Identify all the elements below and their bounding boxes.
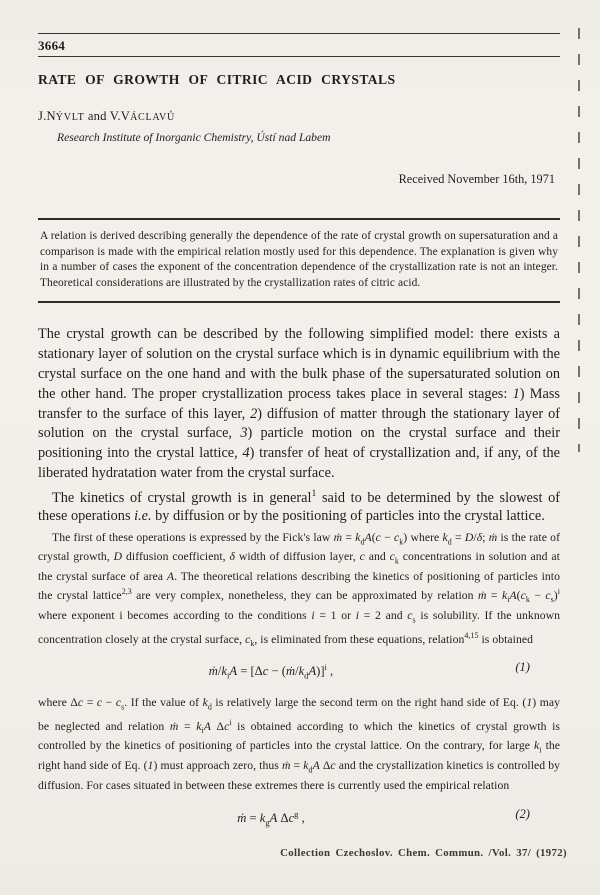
body-paragraph-1: The crystal growth can be described by the following simplified model: there exists a stationary layer of solution on the crystal surface which is in dynamic equilibrium with the crystal surface on the one hand and with the bulk phase of the supersaturated solution on the other hand. The proper crystallization process takes place in several stages: 1) Mass transfer to the surface of this layer, 2) diffusion of matter through the stationary layer of solution on the crystal surface, 3) particle motion on the crystal surface and their positioning into the crystal lattice, 4) transfer of heat of crystallization and, if any, of the liberated hydratation water from the crystal surface.	[38, 326, 560, 481]
received-date: Received November 16th, 1971	[398, 172, 555, 186]
article-title: RATE OF GROWTH OF CITRIC ACID CRYSTALS	[38, 72, 396, 87]
equation-1	[38, 659, 560, 685]
abstract-rule-bottom	[38, 301, 560, 303]
body-paragraph-4: where $\Delta c = c - c_s$. If the value of $k_d$ is relatively large the second term on the right hand side of Eq. (1) may be neglected and relation ṁ = $k_iA$ $\Delta c^i$ is obtained according to which the kinetics of crystal growth is controlled by the kinetics of positioning of particles into the crystal lattice. On the contrary, for large $k_i$ the right hand side of Eq. (1) must approach zero, thus ṁ = $k_dA$ Δc and the crystallization kinetics is controlled by diffusion. For cases situated in between these extremes there is currently used the empirical relation	[38, 696, 561, 792]
body-paragraph-2: The kinetics of crystal growth is in general$^1$ said to be determined by the slowest of these operations i.e. by diffusion or by the positioning of particles into the crystal lattice.	[38, 487, 560, 524]
abstract-rule-top	[38, 218, 560, 220]
page-number: 3664	[38, 38, 66, 53]
abstract-text: A relation is derived describing generally the dependence of the rate of crystal growth on supersaturation and a comparison is made with the empirical relation mostly used for this dependence. The explanation is given why in a number of cases the exponent of the concentration dependence of the crystallization rate is not an integer. Theoretical considerations are illustrated by the crystallization rates of citric acid.	[40, 230, 558, 289]
equation-1-body: $ṁ/k_iA = [\Delta c$ − $(ṁ/k_dA)]^i$ ,	[208, 662, 334, 682]
journal-footer: Collection Czechoslov. Chem. Commun. /Vol. 37/ (1972)	[280, 847, 567, 860]
equation-2-number: (2)	[515, 807, 530, 822]
header-rule-bottom	[38, 56, 560, 57]
body-paragraph-3: The first of these operations is expressed by the Fick's law ṁ = $k_dA(c - c_k)$ where $k_d = D/\delta$; ṁ is the rate of crystal growth, D diffusion coefficient, δ width of diffusion layer, c and $c_k$ concentrations in solution and at the crystal surface of area A. The theoretical relations describing the kinetics of positioning of particles into the crystal lattice$^{2,3}$ are very complex, nonetheless, they can be approximated by relation ṁ = $k_iA(c_k - c_s)^i$ where exponent i becomes according to the conditions i = 1 or i = 2 and $c_s$ is solubility. If the unknown concentration closely at the crystal surface, $c_k$, is eliminated from these equations, relation$^{4,15}$ is obtained	[38, 530, 561, 648]
scan-artifact-dashed-line	[578, 28, 580, 452]
affiliation: Research Institute of Inorganic Chemistry, Ústí nad Labem	[57, 131, 331, 144]
equation-2	[38, 806, 560, 832]
equation-1-number: (1)	[515, 660, 530, 675]
authors: J.NÝVLT and V.VÁCLAVŮ	[38, 109, 175, 123]
equation-2-body: ṁ = $k_gA$ $\Delta c^g$ ,	[237, 809, 305, 829]
